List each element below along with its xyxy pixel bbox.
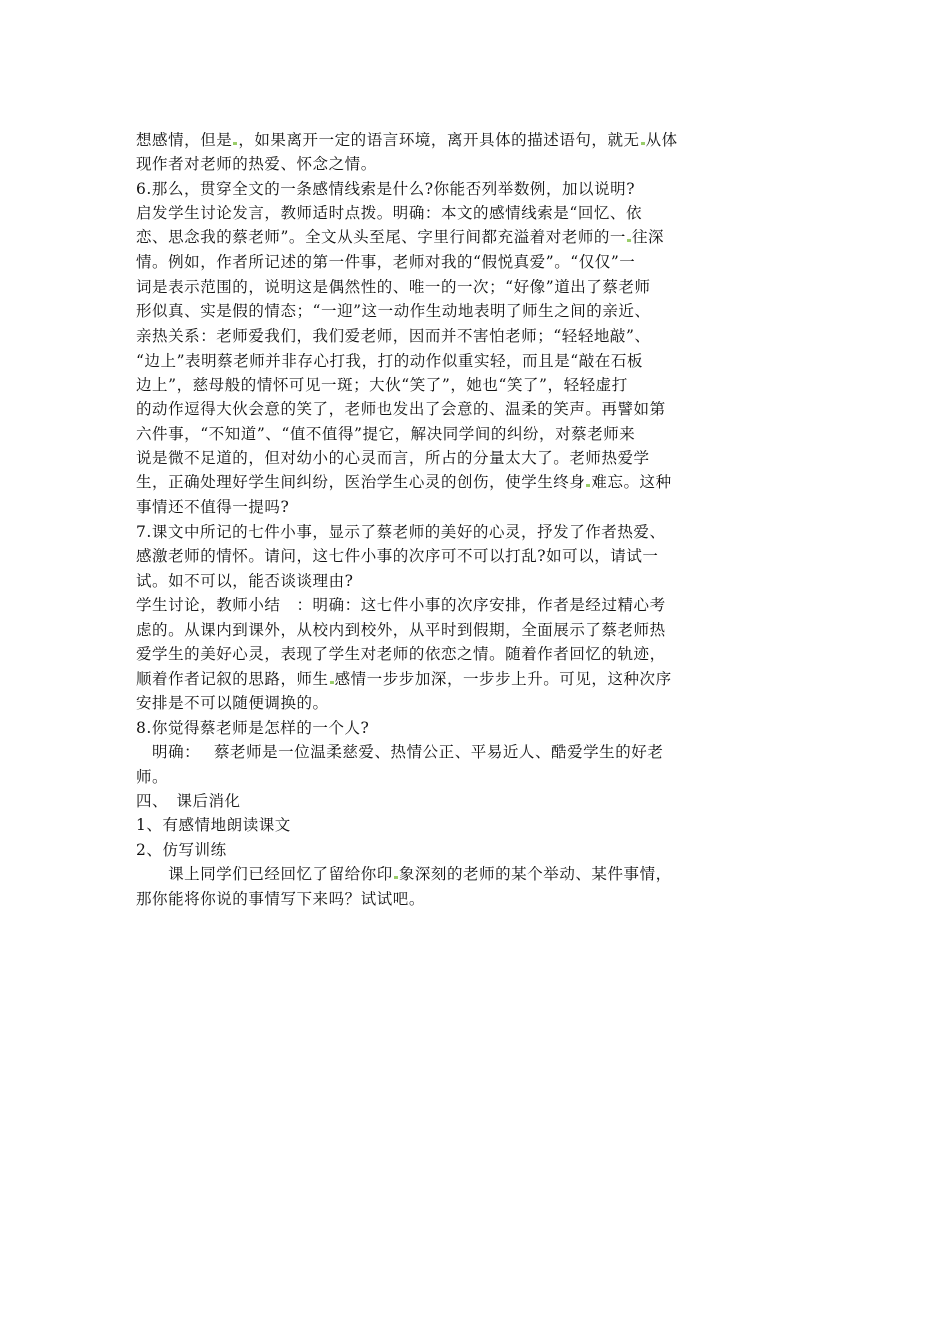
text-line	[136, 299, 651, 323]
text-segment: 安排是不可以随便调换的。	[136, 694, 329, 712]
text-line	[136, 813, 291, 837]
text-segment: 感激老师的情怀。请问，这七件小事的次序可不可以打乱?如可以，请试一	[136, 547, 659, 565]
text-line	[136, 152, 377, 176]
text-segment: 启发学生讨论发言，教师适时点拨。明确：本文的感情线索是“回忆、依	[136, 204, 643, 222]
text-line	[136, 618, 666, 642]
text-segment: 7.课文中所记的七件小事，显示了蔡老师的美好的心灵，抒发了作者热爱、	[136, 523, 666, 541]
text-segment: 词是表示范围的，说明这是偶然性的、唯一的一次；“好像”道出了蔡老师	[136, 278, 651, 296]
text-segment: 2、仿写训练	[136, 841, 227, 859]
text-segment: 师。	[136, 768, 169, 786]
text-segment: 四、 课后消化	[136, 792, 241, 810]
text-segment: 顺着作者记叙的思路，师生	[136, 670, 329, 688]
text-line	[136, 128, 678, 152]
text-segment: 说是微不足道的，但对幼小的心灵而言，所占的分量太大了。老师热爱学	[136, 449, 650, 467]
text-segment: 明确： 蔡老师是一位温柔慈爱、热情公正、平易近人、酷爱学生的好老	[136, 743, 664, 761]
text-segment: 的动作逗得大伙会意的笑了，老师也发出了会意的、温柔的笑声。再譬如第	[136, 400, 666, 418]
text-line	[136, 765, 168, 789]
edit-marker	[627, 239, 631, 242]
text-segment: 感情一步步加深，一步步上升。可见，这种次序	[334, 670, 672, 688]
text-line	[136, 593, 666, 617]
text-segment: 六件事，“不知道”、“值不值得”提它，解决同学间的纠纷，对蔡老师来	[136, 425, 636, 443]
text-line	[136, 691, 329, 715]
text-line	[136, 349, 643, 373]
text-line	[136, 470, 672, 494]
text-segment: 生，正确处理好学生间纠纷，医治学生心灵的创伤，使学生终身	[136, 473, 586, 491]
text-segment: 从体	[645, 131, 678, 149]
text-segment: 课上同学们已经回忆了留给你印	[136, 865, 393, 883]
text-line	[136, 275, 651, 299]
text-line	[136, 887, 425, 911]
text-line	[136, 495, 289, 519]
edit-marker	[641, 142, 645, 145]
text-line	[136, 324, 651, 348]
text-line	[136, 667, 672, 691]
text-line	[136, 177, 635, 201]
text-segment: 象深刻的老师的某个举动、某件事情，	[398, 865, 672, 883]
text-segment: 形似真、实是假的情态；“一迎”这一动作生动地表明了师生之间的亲近、	[136, 302, 651, 320]
text-segment: 难忘。这种	[591, 473, 672, 491]
text-segment: 6.那么，贯穿全文的一条感情线索是什么?你能否列举数例，加以说明?	[136, 180, 636, 198]
text-segment: 那你能将你说的事情写下来吗？试试吧。	[136, 890, 425, 908]
text-segment: ，如果离开一定的语言环境，离开具体的描述语句，就无	[238, 131, 640, 149]
text-line	[136, 225, 664, 249]
text-line	[136, 716, 369, 740]
text-segment: 恋、思念我的蔡老师”。全文从头至尾、字里行间都充溢着对老师的一	[136, 228, 626, 246]
edit-marker	[233, 142, 237, 145]
text-line	[136, 422, 635, 446]
text-line	[136, 838, 227, 862]
text-segment: 往深	[631, 228, 665, 246]
text-segment: 边上”，慈母般的情怀可见一斑；大伙“笑了”，她也“笑了”，轻轻虚打	[136, 376, 628, 394]
text-segment: 虑的。从课内到课外，从校内到校外，从平时到假期，全面展示了蔡老师热	[136, 621, 666, 639]
text-segment: 1、有感情地朗读课文	[136, 816, 291, 834]
text-line	[136, 789, 241, 813]
edit-marker	[394, 876, 398, 879]
edit-marker	[586, 484, 590, 487]
edit-marker	[330, 681, 334, 684]
text-line	[136, 201, 642, 225]
text-segment: 爱学生的美好心灵，表现了学生对老师的依恋之情。随着作者回忆的轨迹，	[136, 645, 666, 663]
text-segment: 想感情，但是	[136, 131, 233, 149]
text-line	[136, 520, 666, 544]
text-line	[136, 862, 672, 886]
text-segment: 事情还不值得一提吗?	[136, 498, 290, 516]
text-segment: 学生讨论，教师小结 ：明确：这七件小事的次序安排，作者是经过精心考	[136, 596, 666, 614]
text-segment: 情。例如，作者所记述的第一件事，老师对我的“假悦真爱”。“仅仅”一	[136, 253, 636, 271]
text-segment: 试。如不可以，能否谈谈理由?	[136, 572, 354, 590]
text-line	[136, 250, 635, 274]
text-line	[136, 740, 663, 764]
text-segment: 亲热关系：老师爱我们，我们爱老师，因而并不害怕老师；“轻轻地敲”、	[136, 327, 651, 345]
text-line	[136, 373, 628, 397]
text-line	[136, 544, 658, 568]
text-segment: 8.你觉得蔡老师是怎样的一个人?	[136, 719, 370, 737]
text-line	[136, 446, 650, 470]
text-line	[136, 569, 354, 593]
text-segment: “边上”表明蔡老师并非存心打我，打的动作似重实轻，而且是“敲在石板	[136, 352, 643, 370]
text-line	[136, 397, 666, 421]
text-line	[136, 642, 666, 666]
text-segment: 现作者对老师的热爱、怀念之情。	[136, 155, 377, 173]
